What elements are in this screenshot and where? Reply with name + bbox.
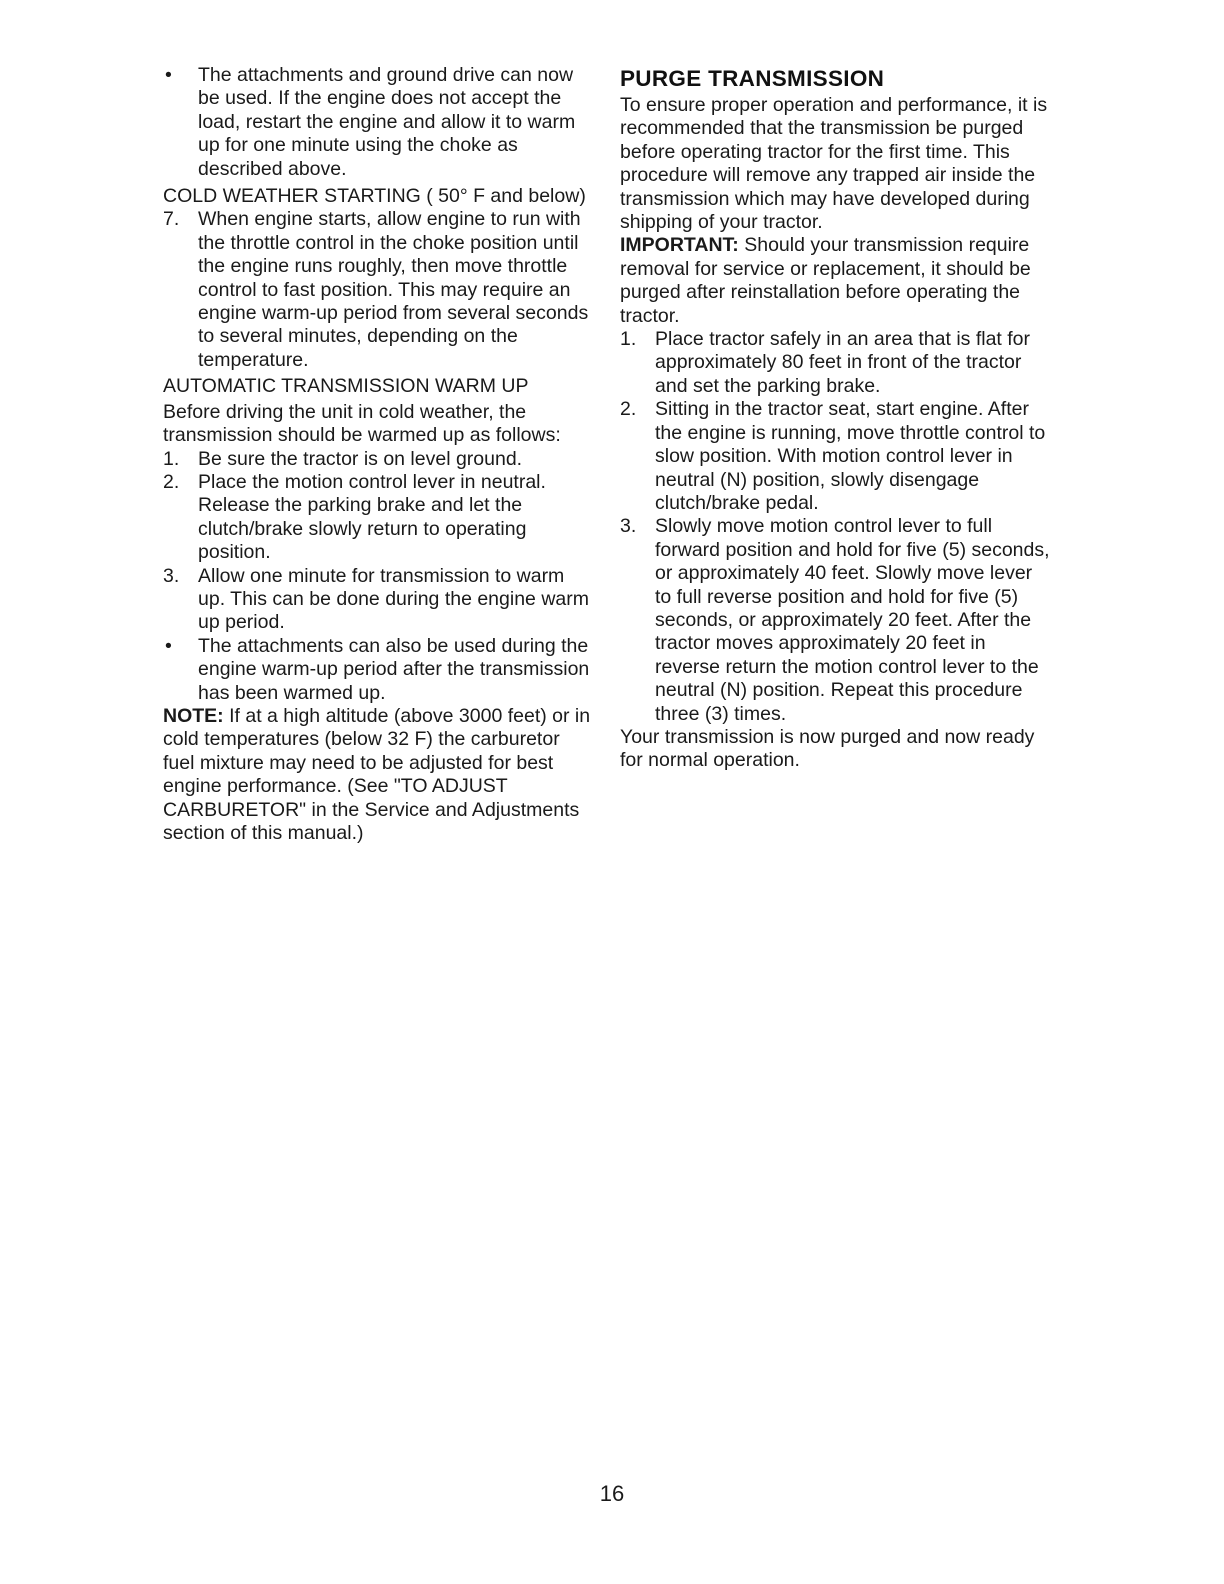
step-item [163,208,593,372]
bullet-item [163,64,593,181]
step-item [163,471,593,565]
step-item [620,328,1050,398]
step-text: When engine starts, allow engine to run with the throttle control in the choke position until the engine runs roughly, then move throttle control to fast position. This may require an engine warm-up period from several seconds to several minutes, depending on the temperature. [198,208,589,371]
step-item [620,398,1050,515]
cold-weather-heading: COLD WEATHER STARTING ( 50° F and below) [163,185,586,208]
left-column [163,64,593,845]
step-number: 3. [620,515,637,538]
step-number: 1. [163,447,180,470]
purge-intro: To ensure proper operation and performance, it is recommended that the transmission be purged before operating tractor for the first time. This procedure will remove any trapped air inside the transmission which may have developed during shipping of your tractor. [620,94,1048,234]
step-text: Slowly move motion control lever to full forward position and hold for five (5) seconds, or approximately 40 feet. Slowly move lever to full reverse position and hold for five (5) seconds, or approximately 20 feet. After the tractor moves approximately 20 feet in reverse return the motion control lever to the neutral (N) position. Repeat this procedure three (3) times. [655,515,1050,725]
bullet-text: The attachments and ground drive can now be used. If the engine does not accept the load, restart the engine and allow it to warm up for one minute using the choke as described above. [198,64,576,180]
important-label: IMPORTANT: [620,234,739,257]
step-text: Place the motion control lever in neutral. Release the parking brake and let the clutch/brake slowly return to operating position. [198,470,546,564]
important-text: Should your transmission require removal for service or replacement, it should be purged after reinstallation before operating the tractor. [620,234,1031,327]
step-item [620,515,1050,726]
step-number: 1. [620,328,637,351]
step-number: 7. [163,208,180,231]
step-text: Place tractor safely in an area that is flat for approximately 80 feet in front of the tractor and set the parking brake. [655,328,1031,397]
step-number: 3. [163,564,180,587]
page-number: 16 [599,1481,625,1506]
note-label: NOTE: [163,704,224,727]
step-number: 2. [620,398,637,421]
step-item [163,565,593,635]
bullet-text: The attachments can also be used during the engine warm-up period after the transmission has been warmed up. [198,634,590,704]
purge-closing: Your transmission is now purged and now ready for normal operation. [620,725,1035,772]
note-paragraph [163,705,593,845]
bullet-marker: • [165,634,172,657]
right-column [620,64,1050,773]
step-item [163,448,593,471]
important-paragraph [620,234,1050,328]
auto-transmission-intro: Before driving the unit in cold weather, the transmission should be warmed up as follows: [163,400,561,447]
step-text: Be sure the tractor is on level ground. [198,447,523,470]
bullet-marker: • [165,64,172,86]
note-text: If at a high altitude (above 3000 feet) or in cold temperatures (below 32 F) the carburetor fuel mixture may need to be adjusted for best engine performance. (See "TO ADJUST CARBURETOR" in the Service and Adjustments section of this manual.) [163,704,591,844]
step-number: 2. [163,470,180,493]
step-text: Sitting in the tractor seat, start engine. After the engine is running, move throttle control to slow position. With motion control lever in neutral (N) position, slowly disengage clutch/brake pedal. [655,398,1046,514]
step-text: Allow one minute for transmission to warm up. This can be done during the engine warm up period. [198,564,589,634]
bullet-item [163,635,593,705]
purge-transmission-heading: PURGE TRANSMISSION [620,66,885,91]
auto-transmission-heading: AUTOMATIC TRANSMISSION WARM UP [163,375,529,398]
